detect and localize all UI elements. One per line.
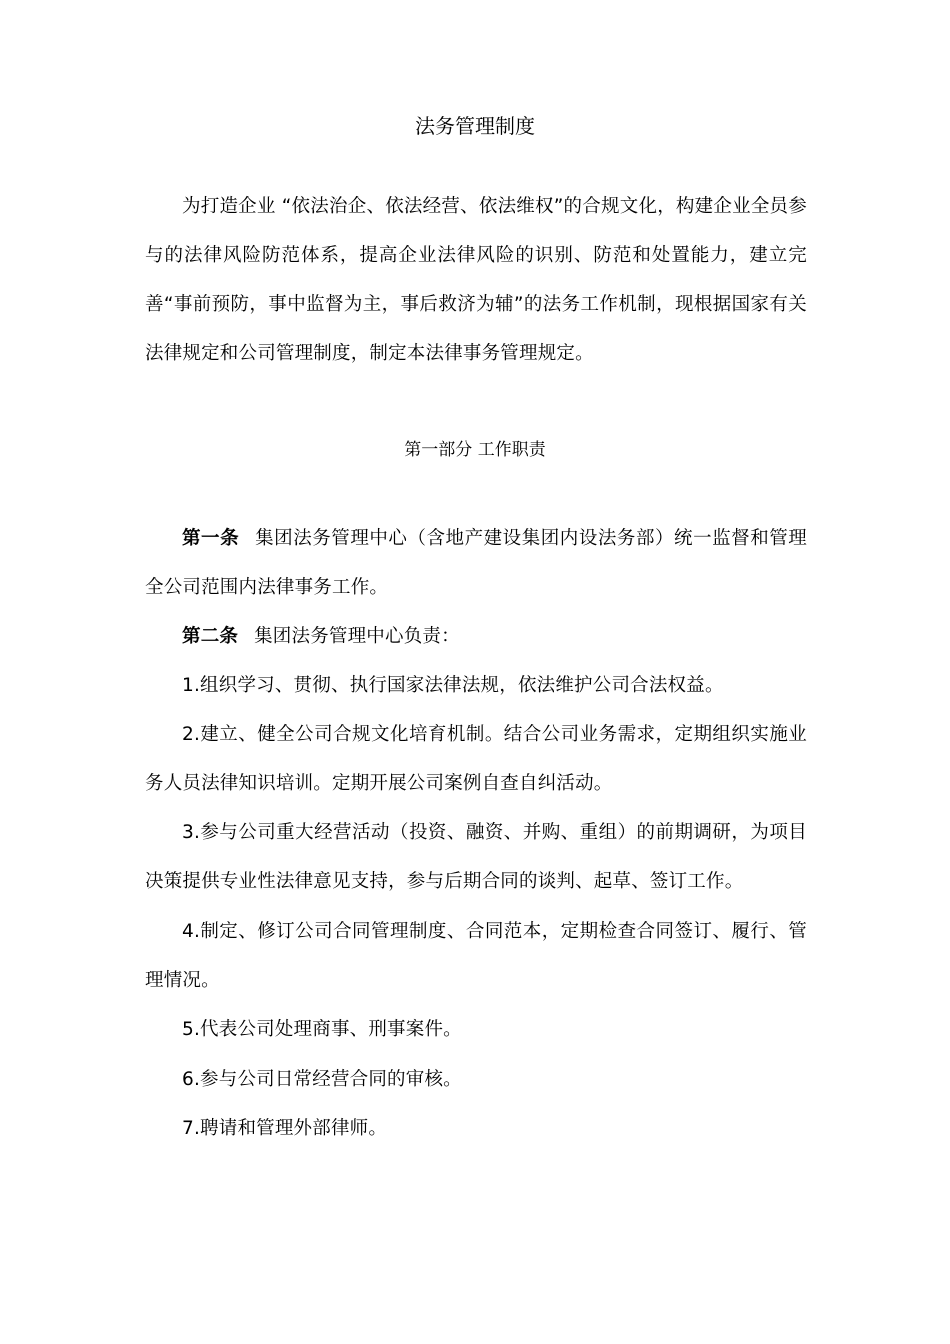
list-item-4: 4.制定、修订公司合同管理制度、合同范本，定期检查合同签订、履行、管理情况。: [145, 921, 807, 991]
list-item-5: 5.代表公司处理商事、刑事案件。: [182, 1019, 462, 1040]
list-item-1: 1.组织学习、贯彻、执行国家法律法规，依法维护公司合法权益。: [182, 675, 724, 696]
section-heading: 第一部分 工作职责: [404, 440, 546, 460]
article-2-label: 第二条: [182, 626, 239, 647]
intro-paragraph: 为打造企业 “依法治企、依法经营、依法维权”的合规文化，构建企业全员参与的法律风险防范体系，提高企业法律风险的识别、防范和处置能力，建立完善“事前预防，事中监督为主，事后救济为辅”的法务工作机制，现根据国家有关法律规定和公司管理制度，制定本法律事务管理规定。: [145, 196, 807, 364]
article-1-text: 集团法务管理中心（含地产建设集团内设法务部）统一监督和管理全公司范围内法律事务工作。: [145, 528, 807, 598]
list-item-2: 2.建立、健全公司合规文化培育机制。结合公司业务需求，定期组织实施业务人员法律知识培训。定期开展公司案例自查自纠活动。: [145, 724, 807, 794]
article-2: [145, 612, 807, 661]
article-2-text: 集团法务管理中心负责：: [254, 626, 460, 647]
list-item-7: 7.聘请和管理外部律师。: [182, 1118, 388, 1139]
list-item-3: 3.参与公司重大经营活动（投资、融资、并购、重组）的前期调研，为项目决策提供专业性法律意见支持，参与后期合同的谈判、起草、签订工作。: [145, 822, 807, 892]
article-1-label: 第一条: [182, 528, 240, 549]
list-item-6: 6.参与公司日常经营合同的审核。: [182, 1069, 462, 1090]
article-1: [145, 514, 807, 612]
document-title: 法务管理制度: [415, 114, 535, 138]
